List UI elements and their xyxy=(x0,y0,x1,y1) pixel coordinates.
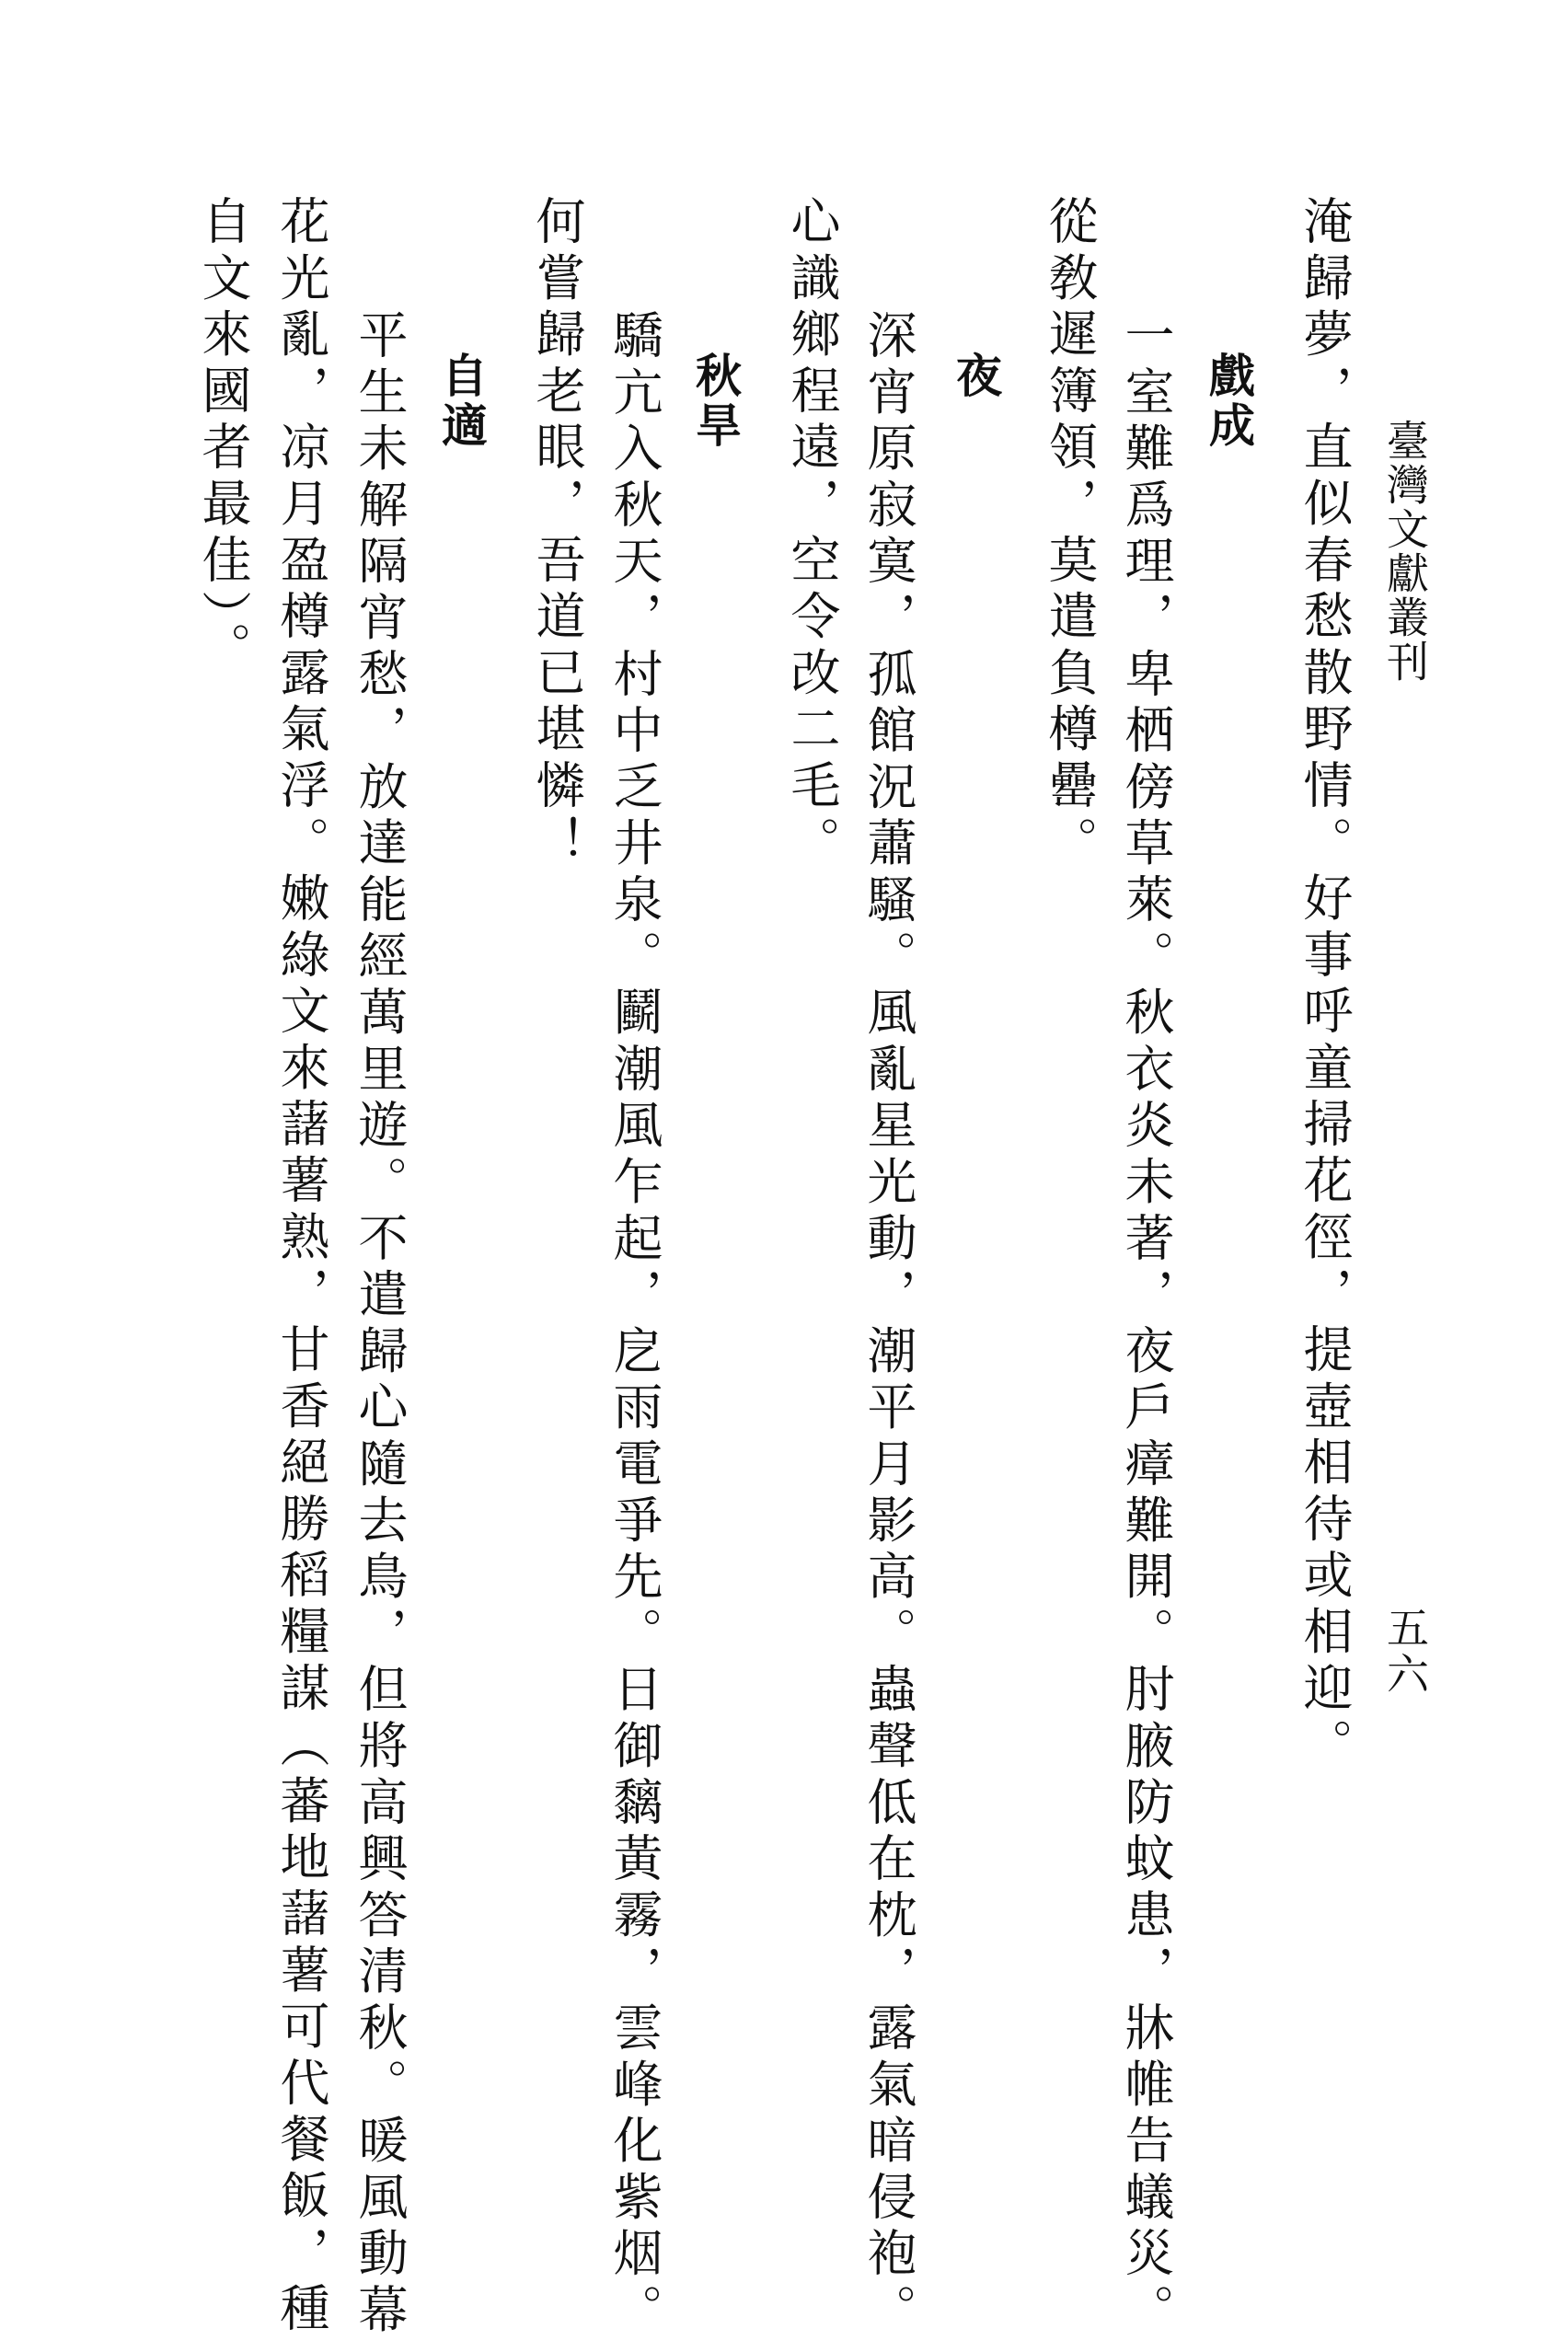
poem-title-ye: 夜 xyxy=(949,352,1003,401)
text-column: 一室難爲理，卑栖傍草萊。秋衣炎未著，夜戶瘴難開。肘腋防蚊患，牀帷告蟻災。 xyxy=(1117,309,1175,2340)
text-column: 自文來國者最佳）。 xyxy=(194,195,252,678)
text-column: 淹歸夢，直似春愁散野情。好事呼童掃花徑，提壺相待或相迎。 xyxy=(1296,195,1354,1775)
poem-title-qiuhan: 秋旱 xyxy=(688,352,743,451)
text-column: 花光亂，凉月盈樽露氣浮。嫩綠文來藷薯熟，甘香絕勝稻糧謀（蕃地藷薯可代餐飯，種 xyxy=(272,195,330,2339)
text-column: 從敎遲簿領，莫遣負樽罍。 xyxy=(1041,195,1099,872)
running-header-title: 臺灣文獻叢刊 xyxy=(1380,419,1430,684)
text-column: 深宵原寂寞，孤館況蕭騷。風亂星光動，潮平月影高。蟲聲低在枕，露氣暗侵袍。 xyxy=(859,309,917,2340)
text-column: 驕亢入秋天，村中乏井泉。鬬潮風乍起，戹雨電爭先。日御黐黃霧，雲峰化紫烟。 xyxy=(605,309,663,2340)
text-column: 何嘗歸老眼，吾道已堪憐！ xyxy=(528,195,586,872)
page-number: 五六 xyxy=(1380,1606,1430,1698)
poem-title-xicheng: 戲成 xyxy=(1202,352,1256,451)
text-column: 心識鄉程遠，空令改二毛。 xyxy=(783,195,841,872)
text-column: 平生未解隔宵愁，放達能經萬里遊。不遣歸心隨去鳥，但將高興答清秋。暖風動幕 xyxy=(351,309,409,2340)
poem-title-zishi: 自適 xyxy=(434,352,489,451)
